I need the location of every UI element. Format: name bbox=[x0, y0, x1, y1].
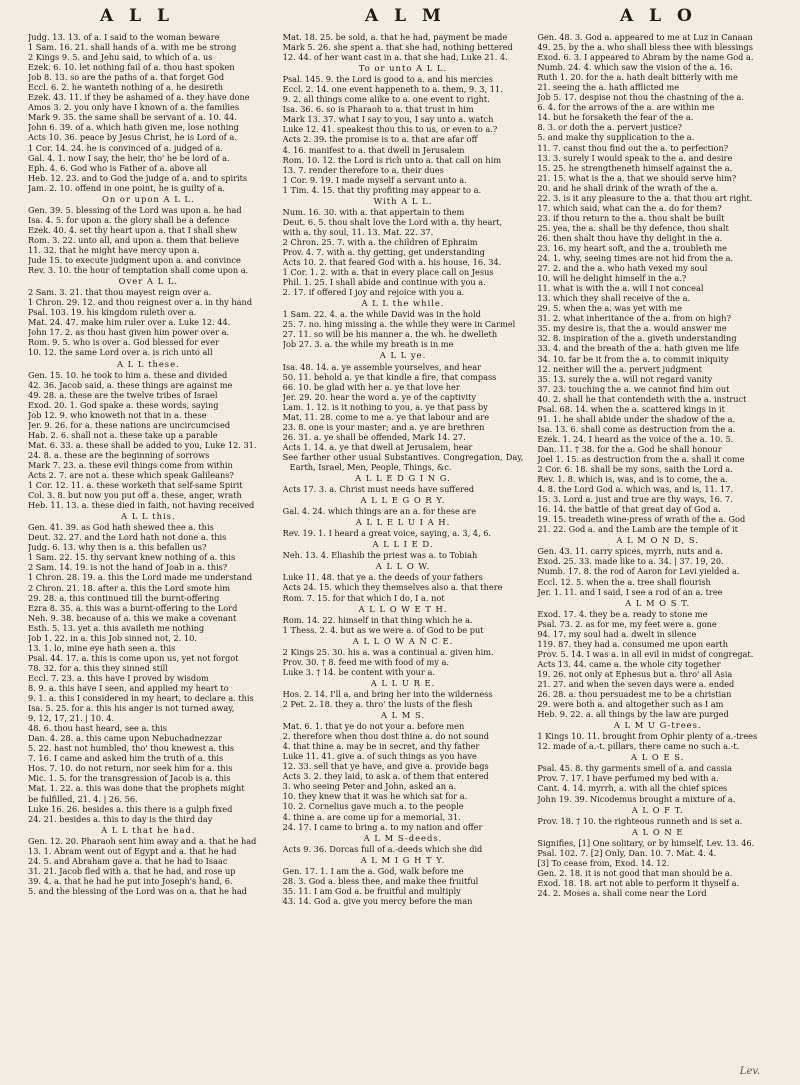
concordance-entry: 12. neither will the a. pervert judgment bbox=[537, 363, 702, 374]
concordance-entry: Hab. 2. 6. shall not a. these take up a parable bbox=[28, 429, 218, 440]
concordance-entry: 42. 36. Jacob said, a. these things are against me bbox=[28, 379, 233, 390]
concordance-entry: 25. yea, the a. shall be thy defence, thou shalt bbox=[537, 222, 729, 233]
concordance-entry: 33. 4. and the breath of the a. hath given me life bbox=[537, 343, 739, 354]
concordance-entry: 15. 3. Lord a. just and true are thy ways, 16. 7. bbox=[537, 494, 733, 505]
concordance-entry: 49. 28. a. these are the twelve tribes of Israel bbox=[28, 389, 218, 400]
concordance-entry: 4. 8. the Lord God a. which was, and is, 11. 17. bbox=[537, 484, 734, 495]
concordance-entry: Hos. 7. 10. do not return, nor seek him for a. this bbox=[28, 763, 233, 774]
catchword: Lev. bbox=[739, 1066, 760, 1077]
concordance-entry: 13. which they shall receive of the a. bbox=[537, 293, 691, 304]
concordance-entry: 23. 16. my heart soft, and the a. troubleth me bbox=[537, 242, 728, 253]
concordance-entry: Rom. 9. 5. who is over a. God blessed for ever bbox=[28, 337, 219, 348]
concordance-entry: Mark 13. 37. what I say to you, I say unto a. watch bbox=[282, 114, 494, 125]
concordance-entry: 40. 2. shall he that contendeth with the a. instruct bbox=[537, 393, 747, 404]
concordance-entry: Rom. 7. 15. for that which I do, I a. not bbox=[282, 592, 445, 603]
concordance-entry: 49. 25. by the a. who shall bless thee with blessings bbox=[537, 42, 753, 53]
concordance-entry: 11. what is with the a. will I not conceal bbox=[537, 283, 704, 294]
concordance-entry: 10. 2. Cornelius gave much a. to the people bbox=[282, 801, 464, 812]
concordance-entry: 2 Kings 25. 30. his a. was a continual a. given him. bbox=[282, 646, 494, 657]
concordance-entry: Rom. 10. 12. the Lord is rich unto a. that call on him bbox=[282, 154, 502, 165]
concordance-entry: Gen. 39. 5. blessing of the Lord was upon a. he had bbox=[28, 204, 242, 215]
section-heading: A L M I G H T Y. bbox=[360, 854, 446, 865]
concordance-entry: 1 Cor. 14. 24. he is convinced of a. judged of a. bbox=[28, 142, 223, 153]
section-heading: On or upon A L L. bbox=[102, 193, 195, 204]
concordance-entry: 1 Sam. 16. 21. shall hands of a. with me be strong bbox=[28, 42, 237, 53]
concordance-entry: Psal. 44. 17. a. this is come upon us, yet not forgot bbox=[28, 652, 239, 663]
concordance-entry: Phil. 1. 25. I shall abide and continue with you a. bbox=[282, 277, 486, 288]
concordance-entry: Judg. 6. 13. why then is a. this befallen us? bbox=[28, 542, 207, 553]
concordance-entry: Exod. 20. 1. God spake a. these words, saying bbox=[28, 399, 219, 410]
concordance-entry: 94. 17. my soul had a. dwelt in silence bbox=[537, 628, 697, 639]
concordance-entry: Ruth 1. 20. for the a. hath dealt bitterly with me bbox=[537, 72, 738, 83]
concordance-entry: John 17. 2. as thou hast given him power over a. bbox=[28, 327, 230, 338]
concordance-entry: Exod. 17. 4. they be a. ready to stone me bbox=[537, 608, 708, 619]
section-heading: A L L U R E. bbox=[370, 677, 436, 688]
concordance-entry: Dan. 11. † 38. for the a. God he shall honour bbox=[537, 443, 722, 454]
concordance-entry: Psal. 102. 7. [2] Only, Dan. 10. 7. Mat. 4. 4. bbox=[537, 847, 717, 858]
concordance-entry: 13. 3. surely I would speak to the a. and desire bbox=[537, 152, 733, 163]
concordance-entry: 31. 2. what inheritance of the a. from on high? bbox=[537, 313, 731, 324]
concordance-entry: 24. 17. I came to bring a. to my nation and offer bbox=[282, 821, 483, 832]
concordance-entry: Heb. 12. 23. and to God the judge of a. and to spirits bbox=[28, 172, 248, 183]
concordance-entry: 24. 5. and Abraham gave a. that he had to Isaac bbox=[28, 855, 228, 866]
concordance-entry: Gen. 41. 39. as God hath shewed thee a. this bbox=[28, 522, 214, 533]
section-heading: A L L O W E T H. bbox=[358, 603, 448, 614]
concordance-entry: Job 27. 3. a. the while my breath is in me bbox=[282, 339, 454, 350]
concordance-entry: 26. 31. a. ye shall be offended, Mark 14. 27. bbox=[282, 431, 466, 442]
concordance-entry: Hos. 2. 14. I'll a. and bring her into the wilderness bbox=[282, 688, 493, 699]
concordance-entry: 2 Cor. 6. 18. shall be my sons, saith the Lord a. bbox=[537, 464, 733, 475]
concordance-entry: Esth. 5. 13. yet a. this availeth me nothing bbox=[28, 622, 205, 633]
concordance-entry: 48. 6. thou hast heard, see a. this bbox=[28, 723, 167, 734]
concordance-entry: 19. 26. not only at Ephesus but a. thro' all Asia bbox=[537, 668, 733, 679]
concordance-entry: Isa. 13. 6. shall come as destruction from the a. bbox=[537, 423, 736, 434]
concordance-entry: Prov. 30. † 8. feed me with food of my a. bbox=[282, 656, 449, 667]
concordance-entry: 2. therefore when thou dost thine a. do not sound bbox=[282, 731, 489, 742]
concordance-entry: 24. 21. besides a. this to day is the third day bbox=[28, 813, 213, 824]
concordance-entry: 31. 21. Jacob fled with a. that he had, and rose up bbox=[28, 865, 236, 876]
section-heading: A L M O S T. bbox=[625, 597, 691, 608]
concordance-entry: 12. 44. of her want cast in a. that she had, Luke 21. 4. bbox=[282, 52, 508, 63]
concordance-entry: Cant. 4. 14. myrrh, a. with all the chief spices bbox=[537, 783, 728, 794]
concordance-entry: 21. seeing the a. hath afflicted me bbox=[537, 82, 680, 93]
concordance-entry: 27. 2. and the a. who hath vexed my soul bbox=[537, 263, 708, 274]
concordance-entry: 23. 8. one is your master; and a. ye are brethren bbox=[282, 421, 485, 432]
concordance-entry: Jam. 2. 10. offend in one point, he is guilty of a. bbox=[28, 182, 226, 193]
section-heading: With A L L. bbox=[373, 195, 433, 206]
section-heading: A L L O W A N C E. bbox=[352, 635, 454, 646]
concordance-entry: 20. and he shall drink of the wrath of the a. bbox=[537, 182, 719, 193]
concordance-entry: Gen. 48. 3. God a. appeared to me at Luz in Canaan bbox=[537, 32, 753, 42]
concordance-entry: 21. 22. God a. and the Lamb are the temple of it bbox=[537, 524, 738, 535]
concordance-entry: Heb. 11. 13. a. these died in faith, not having received bbox=[28, 500, 255, 511]
running-head-center: A L M bbox=[365, 6, 446, 26]
column-right bbox=[537, 32, 778, 1077]
concordance-entry: Gen. 15. 10. he took to him a. these and divided bbox=[28, 369, 228, 380]
concordance-entry: 12. made of a.-t. pillars, there came no such a.-t. bbox=[537, 741, 740, 752]
concordance-entry: Luke 11. 48. that ye a. the deeds of your fathers bbox=[282, 572, 483, 583]
concordance-entry: Mark 9. 35. the same shall be servant of a. 10. 44. bbox=[28, 112, 237, 123]
concordance-entry: 26. 28. a. thou persuadest me to be a christian bbox=[537, 689, 732, 700]
concordance-entry: 10. they knew that it was he which sat for a. bbox=[282, 791, 468, 802]
concordance-entry: Mat. 18. 25. be sold, a. that he had, payment be made bbox=[282, 32, 508, 42]
concordance-entry: Acts 17. 3. a. Christ must needs have suffered bbox=[282, 484, 475, 495]
section-heading: A L O N E bbox=[631, 826, 684, 837]
concordance-entry: 10. will he delight himself in the a.? bbox=[537, 273, 687, 284]
concordance-entry: Eccl. 6. 2. he wanteth nothing of a. he desireth bbox=[28, 82, 224, 93]
concordance-entry: 13. 1. Abram went out of Egypt and a. that he had bbox=[28, 845, 237, 856]
concordance-entry: 11. 7. canst thou find out the a. to perfection? bbox=[537, 142, 729, 153]
concordance-entry: Job 5. 17. despise not thou the chastning of the a. bbox=[537, 92, 745, 103]
concordance-entry: Exod. 18. 18. art not able to perform it thyself a. bbox=[537, 877, 740, 888]
concordance-entry: Mat. 1. 22. a. this was done that the prophets might bbox=[28, 783, 245, 794]
concordance-entry: 5. 22. hast not humbled, tho' thou knewest a. this bbox=[28, 743, 235, 754]
concordance-entry: Psal. 145. 9. the Lord is good to a. and his mercies bbox=[282, 74, 493, 85]
column-middle bbox=[283, 32, 524, 1077]
concordance-entry: Amos 3. 2. you only have I known of a. the families bbox=[28, 102, 240, 113]
concordance-entry: Gal. 4. 1. now I say, the heir, tho' he be lord of a. bbox=[28, 152, 230, 163]
concordance-entry: 5. and make thy supplication to the a. bbox=[537, 132, 695, 143]
concordance-entry: 37. 23. touching the a. we cannot find him out bbox=[537, 383, 730, 394]
concordance-entry: Gen. 2. 18. it is not good that man should be a. bbox=[537, 867, 733, 878]
concordance-entry: Rev. 3. 10. the hour of temptation shall come upon a. bbox=[28, 265, 249, 276]
concordance-entry: Num. 16. 30. with a. that appertain to them bbox=[282, 206, 465, 217]
text-columns bbox=[28, 32, 778, 1077]
concordance-entry: 9. 1. a. this I considered in my heart, to declare a. this bbox=[28, 693, 254, 704]
concordance-entry: Dan. 4. 28. a. this came upon Nebuchadnezzar bbox=[28, 733, 223, 744]
concordance-entry: 25. 7. no. hing missing a. the while they were in Carmel bbox=[282, 319, 516, 330]
concordance-entry: Mat. 6. 33. a. these shall be added to you, Luke 12. 31. bbox=[28, 439, 257, 450]
section-heading: A L L I E D. bbox=[372, 539, 434, 550]
concordance-entry: 2 Kings 9. 5. and Jehu said, to which of a. us bbox=[28, 52, 213, 63]
concordance-entry: Eccl. 12. 5. when the a. tree shall flourish bbox=[537, 576, 711, 587]
concordance-entry: 17. which said, what can the a. do for them? bbox=[537, 202, 722, 213]
concordance-entry: 35. my desire is, that the a. would answer me bbox=[537, 323, 727, 334]
concordance-entry: 29. were both a. and altogether such as I am bbox=[537, 699, 724, 710]
concordance-entry: 1 Cor. 9. 19. I made myself a servant unto a. bbox=[282, 174, 467, 185]
concordance-entry: Jer. 1. 11. and I said, I see a rod of an a. tree bbox=[537, 586, 723, 597]
concordance-entry: Acts 1. 14. a. ye that dwell at Jerusalem, hear bbox=[282, 441, 473, 452]
concordance-entry: Luke 16. 26. besides a. this there is a gulph fixed bbox=[28, 803, 233, 814]
concordance-entry: Jer. 29. 20. hear the word a. ye of the captivity bbox=[282, 391, 476, 402]
concordance-entry: Prov. 7. 17. I have perfumed my bed with a. bbox=[537, 773, 719, 784]
concordance-entry: Judg. 13. 13. of a. I said to the woman beware bbox=[28, 32, 220, 42]
concordance-entry: Mat. 24. 47. make him ruler over a. Luke 12. 44. bbox=[28, 317, 231, 328]
section-heading: A L L these. bbox=[116, 358, 180, 369]
concordance-entry: Isa. 48. 14. a. ye assemble yourselves, and hear bbox=[282, 361, 481, 372]
section-heading: A L L E L U I A H. bbox=[355, 517, 451, 528]
concordance-entry: Neh. 9. 38. because of a. this we make a covenant bbox=[28, 612, 237, 623]
concordance-entry: Gen. 43. 11. carry spices, myrrh, nuts and a. bbox=[537, 546, 723, 557]
concordance-entry: Rev. 1. 8. which is, was, and is to come, the a. bbox=[537, 474, 728, 485]
concordance-entry: 23. if thou return to the a. thou shalt be built bbox=[537, 212, 725, 223]
concordance-entry: 26. then shalt thou have thy delight in the a. bbox=[537, 232, 723, 243]
concordance-entry: 29. 28. a. this continued till the burnt-offering bbox=[28, 592, 220, 603]
concordance-entry: 21. 27. and when the seven days were a. ended bbox=[537, 679, 735, 689]
concordance-entry: 3. who seeing Peter and John, asked an a. bbox=[282, 781, 457, 792]
concordance-entry: 2 Sam. 14. 19. is not the hand of Joab in a. this? bbox=[28, 562, 228, 573]
concordance-entry: Isa. 36. 6. so is Pharaoh to a. that trust in him bbox=[282, 104, 474, 115]
concordance-entry: Ezra 8. 35. a. this was a burnt-offering to the Lord bbox=[28, 602, 238, 613]
concordance-entry: Ezek. 1. 24. I heard as the voice of the a. 10. 5. bbox=[537, 433, 734, 444]
concordance-entry: Neh. 13. 4. Eliashib the priest was a. to Tobiah bbox=[282, 550, 478, 561]
concordance-entry: Joel 1. 15. as destruction from the a. shall it come bbox=[537, 453, 745, 464]
concordance-entry: Eph. 4. 6. God who is Father of a. above all bbox=[28, 162, 207, 173]
concordance-entry: 1 Chron. 29. 12. and thou reignest over a. in thy hand bbox=[28, 297, 253, 308]
concordance-entry: Rom. 14. 22. himself in that thing which he a. bbox=[282, 614, 473, 625]
concordance-entry: Gen. 17. 1. I am the a. God, walk before me bbox=[282, 865, 464, 876]
concordance-entry: Acts 10. 2. that feared God with a. his house, 16. 34. bbox=[282, 257, 502, 268]
concordance-entry: Exod. 25. 33. made like to a. 34. | 37. 19, 20. bbox=[537, 556, 724, 567]
concordance-entry: 39. 4. a. that he had he put into Joseph's hand, 6. bbox=[28, 875, 233, 886]
concordance-entry: Eccl. 2. 14. one event happeneth to a. them, 9. 3, 11. bbox=[282, 84, 503, 95]
concordance-entry: Ezek. 43. 11. if they be ashamed of a. they have done bbox=[28, 92, 250, 103]
concordance-entry: 24. 1. why, seeing times are not hid from the a. bbox=[537, 253, 734, 264]
concordance-entry: Gen. 12. 20. Pharaoh sent him away and a. that he had bbox=[28, 835, 257, 846]
concordance-entry: Exod. 6. 3. I appeared to Abram by the name God a. bbox=[537, 52, 754, 63]
concordance-entry: Luke 3. † 14. be content with your a. bbox=[282, 666, 435, 677]
section-heading: A L M O N D, S. bbox=[616, 535, 699, 546]
concordance-entry: Mic. 1. 5. for the transgression of Jacob is a. this bbox=[28, 773, 231, 784]
concordance-entry: Isa. 4. 5. for upon a. the glory shall be a defence bbox=[28, 214, 230, 225]
section-heading: A L L the while. bbox=[361, 298, 445, 309]
concordance-entry: Job 1. 22. in a. this Job sinned not, 2. 10. bbox=[28, 632, 197, 643]
concordance-entry: 10. 12. the same Lord over a. is rich unto all bbox=[28, 347, 213, 358]
concordance-entry: 14. but he forsaketh the fear of the a. bbox=[537, 112, 694, 123]
concordance-entry: be fulfilled, 21. 4. | 26. 56. bbox=[28, 793, 138, 804]
concordance-entry: Mat. 6. 1. that ye do not your a. before men bbox=[282, 721, 465, 732]
concordance-entry: Isa. 5. 25. for a. this his anger is not turned away, bbox=[28, 703, 235, 714]
concordance-entry: Acts 24. 15. which they themselves also a. that there bbox=[282, 582, 503, 593]
concordance-entry: 1 Kings 10. 11. brought from Ophir plenty of a.-trees bbox=[537, 731, 758, 742]
concordance-entry: John 6. 39. of a. which hath given me, lose nothing bbox=[28, 122, 239, 133]
concordance-entry: 9. 2. all things come alike to a. one event to right. bbox=[282, 94, 490, 105]
concordance-entry: 2 Chron. 21. 18. after a. this the Lord smote him bbox=[28, 582, 230, 593]
section-heading: To or unto A L L. bbox=[358, 63, 448, 74]
concordance-entry: Luke 12. 41. speakest thou this to us, or even to a.? bbox=[282, 124, 498, 135]
section-heading: A L M U G-trees. bbox=[613, 720, 702, 731]
concordance-entry: 11. 32. that he might have mercy upon a. bbox=[28, 244, 200, 255]
concordance-entry: 9. 12, 17, 21. | 10. 4. bbox=[28, 713, 115, 724]
concordance-entry: 13. 1. lo, mine eye hath seen a. this bbox=[28, 642, 176, 653]
concordance-entry: Heb. 9. 22. a. all things by the law are purged bbox=[537, 709, 729, 720]
concordance-entry: 119. 87. they had a. consumed me upon earth bbox=[537, 638, 728, 649]
concordance-entry: Prov. 5. 14. I was a. in all evil in midst of congregat. bbox=[537, 648, 754, 659]
concordance-entry: Psal. 68. 14. when the a. scattered kings in it bbox=[537, 403, 725, 414]
concordance-entry: 13. 7. render therefore to a. their dues bbox=[282, 164, 444, 175]
concordance-entry: John 19. 39. Nicodemus brought a mixture of a. bbox=[537, 793, 736, 804]
section-heading: A L L ye. bbox=[379, 350, 427, 361]
concordance-entry: Deut. 32. 27. and the Lord hath not done a. this bbox=[28, 532, 227, 543]
concordance-entry: Psal. 73. 2. as for me, my feet were a. gone bbox=[537, 618, 717, 629]
concordance-entry: 22. 3. is it any pleasure to the a. that thou art right. bbox=[537, 192, 753, 203]
concordance-entry: Acts 13. 44. came a. the whole city together bbox=[537, 658, 721, 669]
concordance-entry: 1 Thess. 2. 4. but as we were a. of God to be put bbox=[282, 624, 484, 635]
section-heading: A L M S-deeds. bbox=[363, 832, 443, 843]
concordance-entry: Ezek. 40. 4. set thy heart upon a. that I shall shew bbox=[28, 224, 237, 235]
section-heading: A L O E S. bbox=[631, 752, 685, 763]
concordance-entry: 1 Sam. 22. 4. a. the while David was in the hold bbox=[282, 309, 481, 320]
concordance-entry: 4. 16. manifest to a. that dwell in Jerusalem bbox=[282, 144, 465, 155]
concordance-entry: 1 Chron. 28. 19. a. this the Lord made me understand bbox=[28, 572, 253, 583]
concordance-entry: 28. 3. God a. bless thee, and make thee fruitful bbox=[282, 875, 479, 886]
concordance-entry: 1 Tim. 4. 15. that thy profiting may appear to a. bbox=[282, 184, 482, 195]
concordance-entry: Numb. 24. 4. which saw the vision of the a. 16. bbox=[537, 62, 733, 73]
concordance-entry: 34. 10. far be it from the a. to commit iniquity bbox=[537, 353, 729, 364]
concordance-entry: 66. 10. be glad with her a. ye that love her bbox=[282, 381, 460, 392]
concordance-entry: 91. 1. he shall abide under the shadow of the a. bbox=[537, 413, 736, 424]
concordance-entry: Jude 15. to execute judgment upon a. and convince bbox=[28, 255, 241, 266]
concordance-entry: 50. 11. behold a. ye that kindle a fire, that compass bbox=[282, 371, 497, 382]
concordance-entry: 35. 11. I am God a. be fruitful and multiply bbox=[282, 885, 461, 896]
concordance-entry: Ezek. 6. 10. let nothing fail of a. thou hast spoken bbox=[28, 62, 235, 73]
section-heading: A L L E D G I N G. bbox=[355, 473, 451, 484]
section-heading: A L M S. bbox=[380, 710, 426, 721]
concordance-entry: Prov. 18. † 10. the righteous runneth and is set a. bbox=[537, 815, 743, 826]
concordance-entry: 35. 13. surely the a. will not regard vanity bbox=[537, 373, 713, 384]
concordance-entry: Acts 3. 2. they laid, to ask a. of them that entered bbox=[282, 771, 489, 782]
section-heading: A L L this. bbox=[121, 511, 176, 522]
section-heading: A L L E G O R Y. bbox=[360, 495, 446, 506]
concordance-entry: 1 Cor. 1. 2. with a. that in every place call on Jesus bbox=[282, 267, 494, 278]
concordance-entry: 24. 2. Moses a. shall come near the Lord bbox=[537, 887, 707, 898]
concordance-entry: Acts 10. 36. peace by Jesus Christ, he is Lord of a. bbox=[28, 132, 237, 143]
concordance-entry: Job 8. 13. so are the paths of a. that forget God bbox=[28, 72, 225, 83]
concordance-entry: 1 Sam. 22. 15. thy servant knew nothing of a. this bbox=[28, 552, 236, 563]
concordance-entry: Mark 7. 23. a. these evil things come from within bbox=[28, 459, 233, 470]
concordance-entry: Prov. 4. 7. with a. thy getting, get understanding bbox=[282, 246, 485, 257]
section-heading: A L O F T. bbox=[631, 804, 684, 815]
concordance-entry: 15. 25. he strengtheneth himself against the a. bbox=[537, 162, 733, 173]
concordance-entry: 2 Chron. 25. 7. with a. the children of Ephraim bbox=[282, 236, 478, 247]
concordance-entry: Job 12. 9. who knoweth not that in a. these bbox=[28, 409, 207, 420]
concordance-entry: 2 Pet. 2. 18. they a. thro' the lusts of the flesh bbox=[282, 699, 473, 709]
running-head bbox=[0, 6, 800, 28]
concordance-entry: 4. thine a. are come up for a memorial, 31. bbox=[282, 811, 461, 822]
concordance-entry: Psal. 103. 19. his kingdom ruleth over a. bbox=[28, 307, 197, 318]
concordance-entry: 32. 8. inspiration of the a. giveth understanding bbox=[537, 333, 737, 344]
concordance-entry: See farther other usual Substantives. Congregation, Day, Earth, Israel, Men, People, Things, &c. bbox=[282, 451, 524, 472]
concordance-entry: 8. 3. or doth the a. pervert justice? bbox=[537, 122, 683, 133]
concordance-entry: Gal. 4. 24. which things are an a. for these are bbox=[282, 506, 477, 517]
concordance-entry: [3] To cease from, Exod. 14. 12. bbox=[537, 857, 670, 868]
concordance-entry: Mark 5. 26. she spent a. that she had, nothing bettered bbox=[282, 42, 513, 53]
concordance-entry: 16. 14. the battle of that great day of God a. bbox=[537, 504, 721, 515]
concordance-entry: Jer. 9. 26. for a. these nations are uncircumcised bbox=[28, 419, 231, 430]
concordance-entry: Signifies, [1] One solitary, or by himself, Lev. 13. 46. bbox=[537, 837, 755, 848]
concordance-entry: Col. 3. 8. but now you put off a. these, anger, wrath bbox=[28, 490, 242, 501]
section-heading: Over A L L. bbox=[118, 276, 179, 287]
concordance-entry: with a. thy soul, 11. 13. Mat. 22. 37. bbox=[282, 226, 434, 237]
concordance-entry: 12. 33. sell that ye have, and give a. provide bags bbox=[282, 761, 489, 772]
concordance-entry: Acts 2. 7. are not a. these which speak Galileans? bbox=[28, 470, 234, 481]
concordance-entry: Rev. 19. 1. I heard a great voice, saying, a. 3, 4, 6. bbox=[282, 528, 492, 539]
running-head-left: A L L bbox=[100, 6, 174, 26]
concordance-entry: Eccl. 7. 23. a. this have I proved by wisdom bbox=[28, 672, 209, 683]
concordance-entry: 29. 5. when the a. was yet with me bbox=[537, 303, 682, 314]
concordance-entry: Lam. 1. 12. is it nothing to you, a. ye that pass by bbox=[282, 401, 488, 412]
concordance-entry: 2 Sam. 3. 21. that thou mayest reign over a. bbox=[28, 287, 212, 298]
concordance-entry: 2. 17. if offered I joy and rejoice with you a. bbox=[282, 287, 465, 298]
concordance-entry: 27. 11. so will be his manner a. the wh. he dwelleth bbox=[282, 329, 498, 340]
concordance-entry: Psal. 45. 8. thy garments smell of a. and cassia bbox=[537, 763, 733, 774]
concordance-entry: 8. 9. a. this have I seen, and applied my heart to bbox=[28, 683, 229, 693]
concordance-entry: 7. 16. I came and asked him the truth of a. this bbox=[28, 753, 224, 764]
concordance-entry: Mat. 11. 28. come to me a. ye that labour and are bbox=[282, 411, 490, 422]
concordance-entry: 5. and the blessing of the Lord was on a. that he had bbox=[28, 885, 248, 896]
section-heading: A L L that he had. bbox=[101, 824, 196, 835]
concordance-entry: Numb. 17. 8. the rod of Aaron for Levi yielded a. bbox=[537, 566, 740, 577]
concordance-entry: Rom. 3. 22. unto all, and upon a. them that believe bbox=[28, 234, 239, 245]
concordance-entry: 19. 15. treadeth wine-press of wrath of the a. God bbox=[537, 514, 746, 525]
concordance-entry: 1 Cor. 12. 11. a. these worketh that self-same Spirit bbox=[28, 480, 243, 491]
column-left bbox=[28, 32, 269, 1077]
concordance-entry: 21. 15. what is the a. that we should serve him? bbox=[537, 172, 737, 183]
section-heading: A L L O W. bbox=[375, 561, 431, 572]
concordance-entry: 24. 8. a. these are the beginning of sorrows bbox=[28, 449, 210, 460]
concordance-entry: 43. 14. God a. give you mercy before the man bbox=[282, 895, 473, 906]
concordance-entry: 4. that thine a. may be in secret, and thy father bbox=[282, 741, 480, 752]
concordance-entry: 78. 32. for a. this they sinned still bbox=[28, 662, 168, 673]
concordance-entry: 6. 4. for the arrows of the a. are within me bbox=[537, 102, 715, 113]
concordance-entry: Acts 2. 39. the promise is to a. that are afar off bbox=[282, 134, 478, 145]
concordance-entry: Luke 11. 41. give a. of such things as you have bbox=[282, 751, 477, 762]
concordance-entry: Deut. 6. 5. thou shalt love the Lord with a. thy heart, bbox=[282, 216, 503, 227]
running-head-right: A L O bbox=[620, 6, 697, 26]
concordance-entry: Acts 9. 36. Dorcas full of a.-deeds which she did bbox=[282, 843, 483, 854]
